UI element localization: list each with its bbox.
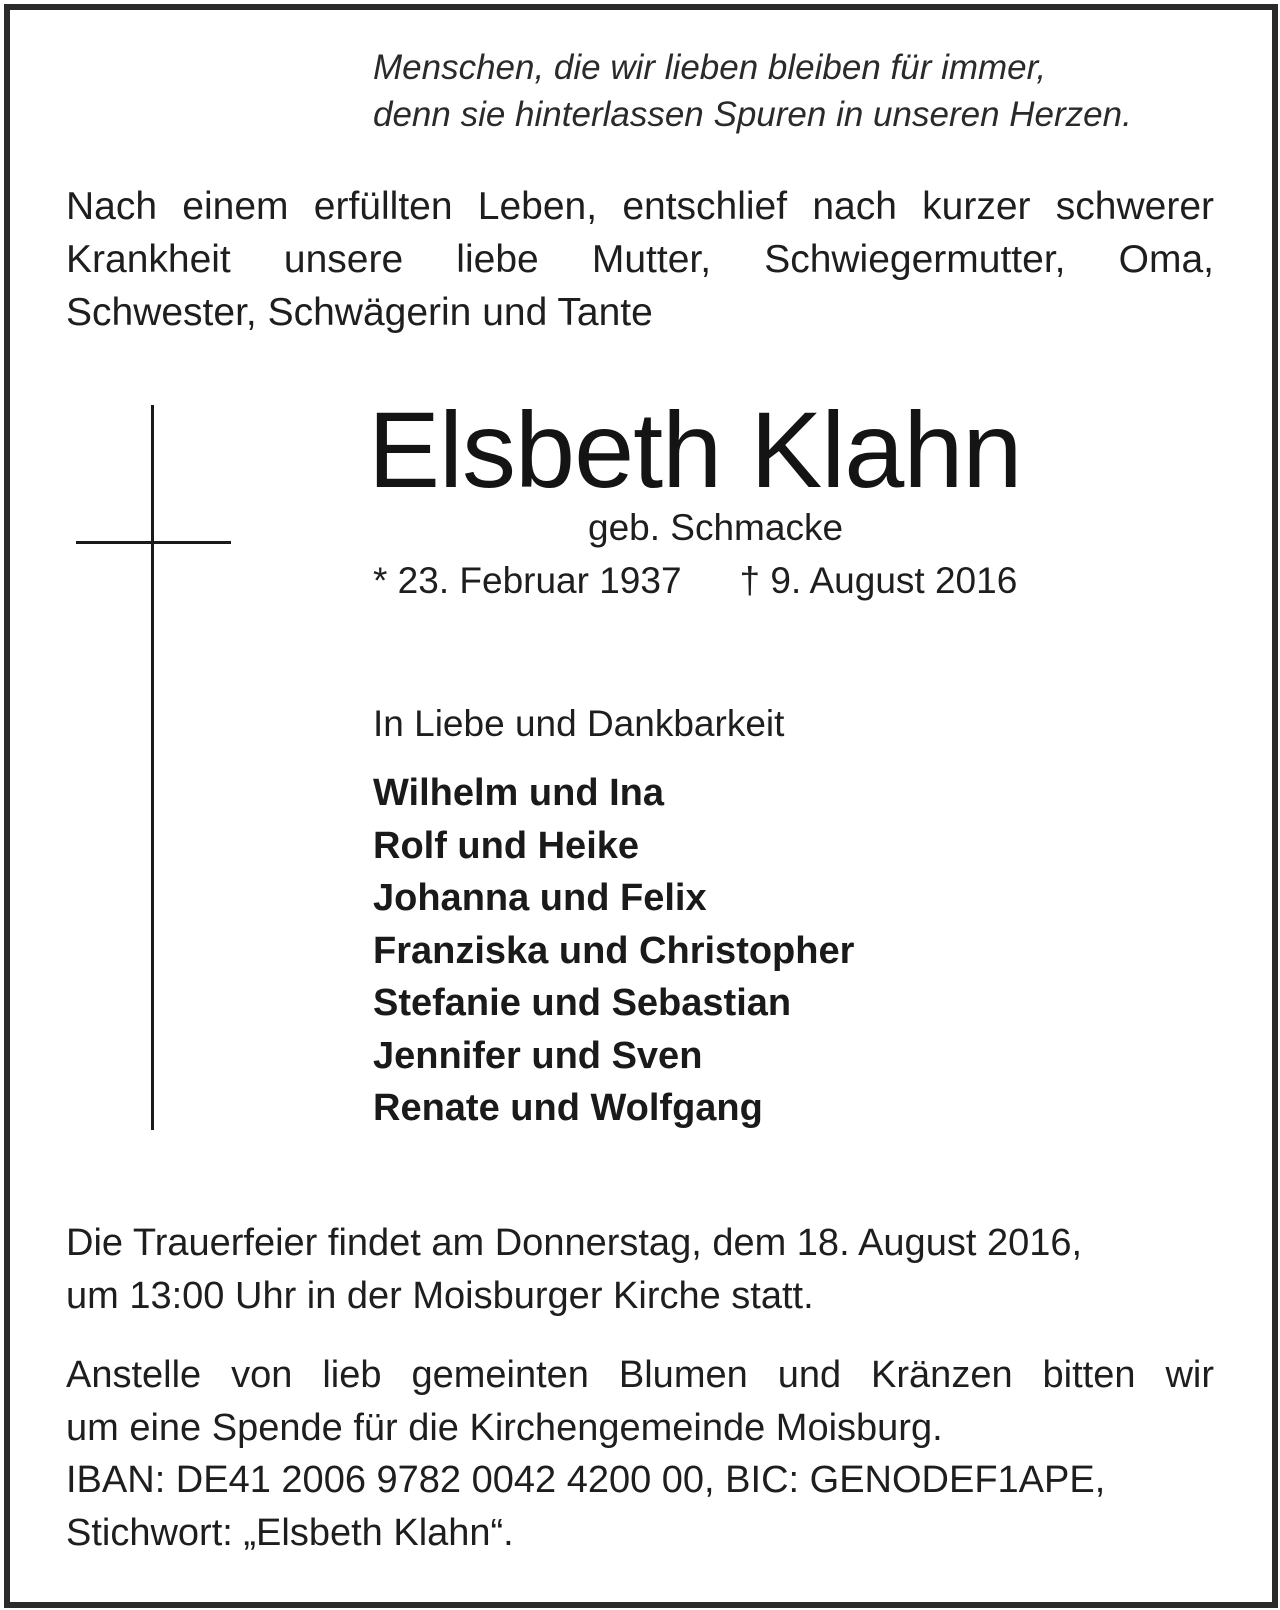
intro-text <box>66 180 1214 339</box>
family-member: Renate und Wolfgang <box>373 1087 763 1129</box>
ceremony-line-2: um 13:00 Uhr in der Moisburger Kirche statt. <box>66 1275 814 1317</box>
donation-info <box>66 1349 1214 1559</box>
family-member: Stefanie und Sebastian <box>373 982 792 1024</box>
ceremony-info <box>66 1217 1082 1323</box>
family-member: Franziska und Christopher <box>373 929 855 972</box>
family-member: Wilhelm und Ina <box>373 772 664 814</box>
family-member: Rolf und Heike <box>373 824 640 867</box>
motto-line-1: Menschen, die wir lieben bleiben für immer, <box>373 48 1047 87</box>
thanks-line: In Liebe und Dankbarkeit <box>373 703 785 744</box>
life-dates <box>373 558 1017 604</box>
intro-line-3: Schwester, Schwägerin und Tante <box>66 291 653 334</box>
donation-line-2: um eine Spende für die Kirchengemeinde Moisburg. <box>66 1406 943 1449</box>
birth-date: * 23. Februar 1937 <box>373 560 682 601</box>
born-name: geb. Schmacke <box>588 507 844 548</box>
cross-vertical-bar <box>151 405 154 1130</box>
family-list <box>373 767 854 1135</box>
intro-line-1: Nach einem erfüllten Leben, entschlief nach kurzer schwerer <box>66 185 1214 228</box>
ceremony-line-1: Die Trauerfeier findet am Donnerstag, dem 18. August 2016, <box>66 1222 1083 1264</box>
deceased-name: Elsbeth Klahn <box>368 389 1022 510</box>
cross-horizontal-bar <box>76 541 231 544</box>
donation-line-1: Anstelle von lieb gemeinten Blumen und Kränzen bitten wir <box>66 1354 1214 1396</box>
donation-line-3: IBAN: DE41 2006 9782 0042 4200 00, BIC: GENODEF1APE, <box>66 1459 1106 1501</box>
motto-line-2: denn sie hinterlassen Spuren in unseren Herzen. <box>373 95 1132 134</box>
death-date: † 9. August 2016 <box>739 560 1018 601</box>
cross-icon <box>76 405 231 1130</box>
intro-line-2: Krankheit unsere liebe Mutter, Schwiegermutter, Oma, <box>66 238 1214 281</box>
family-member: Johanna und Felix <box>373 877 707 919</box>
motto-quote <box>373 44 1233 138</box>
donation-line-4: Stichwort: „Elsbeth Klahn“. <box>66 1511 514 1554</box>
family-member: Jennifer und Sven <box>373 1034 703 1077</box>
